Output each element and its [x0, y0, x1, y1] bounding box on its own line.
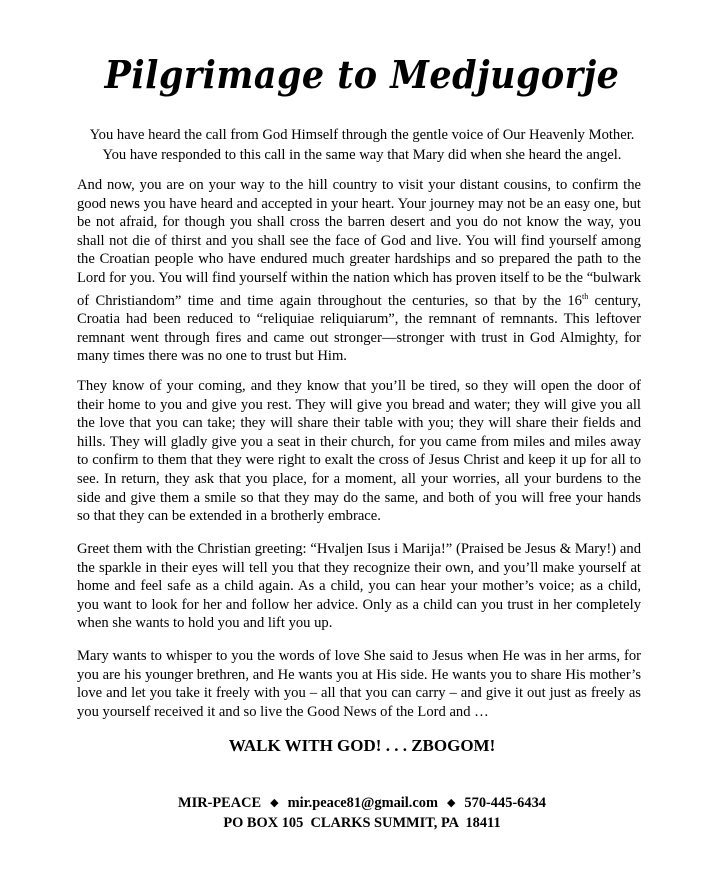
email-address[interactable]: mir.peace81@gmail.com: [287, 795, 438, 811]
organization-name: MIR-PEACE: [178, 795, 262, 811]
diamond-separator-icon: ◆: [446, 797, 456, 809]
diamond-separator-icon: ◆: [270, 797, 279, 809]
ordinal-suffix: th: [581, 291, 589, 301]
paragraph-2: They know of your coming, and they know that you’ll be tired, so they will open the door of their home to you and give you rest. They will give you bread and water; they will give you all the love that you can take; they will share their table with you; they will share their fields and hills. They will gladly give you a seat in their church, for you came from miles and miles away to confirm to them that they were right to exalt the cross of Jesus Christ and keep it up for all to see. In return, they ask that you place, for a moment, all your worries, all your burdens to the side and give them a smile so that they may do the same, and both of you will free your hands so that they can be extended in a brotherly embrace.: [77, 378, 641, 525]
paragraph-1: [77, 176, 641, 366]
paragraph-4: Mary wants to whisper to you the words of love She said to Jesus when He was in her arms, for you are his younger brethren, and He wants you at His side. He wants you to share His mother’s love and let you take it freely with you – all that you can carry – and give it out just as freely as you yourself received it and so live the Good News of the Lord and …: [77, 648, 641, 720]
intro-line-1: You have heard the call from God Himself through the gentle voice of Our Heavenly Mother.: [89, 127, 635, 143]
page-title: Pilgrimage to Medjugorje: [104, 52, 620, 97]
mailing-address: PO BOX 105 CLARKS SUMMIT, PA 18411: [223, 815, 501, 831]
contact-block: [0, 793, 724, 833]
paragraph-1-part-b: century, Croatia had been reduced to “reliquiae reliquiarum”, the remnant of remnants. This leftover remnant went through fires and came out stronger—stronger with trust in God Almighty, for many times there was no one to trust but Him.: [77, 292, 641, 365]
intro-line-2: You have responded to this call in the same way that Mary did when she heard the angel.: [102, 146, 622, 163]
paragraph-3: Greet them with the Christian greeting: “Hvaljen Isus i Marija!” (Praised be Jesus & Mary!) and the sparkle in their eyes will tell you that they recognize their own, and you’ll make yourself at home and feel safe as a child again. As a child, you can hear your mother’s voice; as a child, you want to look for her and follow her advice. Only as a child can you trust in her completely when she wants to hold you and lift you up.: [77, 541, 641, 632]
intro-block: [60, 126, 664, 165]
contact-line: [0, 793, 724, 813]
phone-number[interactable]: 570-445-6434: [464, 795, 546, 811]
paragraph-1-part-a: And now, you are on your way to the hill country to visit your distant cousins, to confirm the good news you have heard and accepted in your heart. Your journey may not be an easy one, but be not afraid, for though you shall cross the barren desert and you do not know the way, you shall not die of thirst and you shall see the face of God and live. You will find yourself among the Croatian people who have endured much greater hardships and so prepared the path to the Lord for you. You will find yourself within the nation which has proven itself to be the “bulwark of Christiandom” time and time again throughout the centuries, so that by the 16: [77, 177, 641, 309]
closing-blessing: WALK WITH GOD! . . . ZBOGOM!: [228, 736, 496, 755]
